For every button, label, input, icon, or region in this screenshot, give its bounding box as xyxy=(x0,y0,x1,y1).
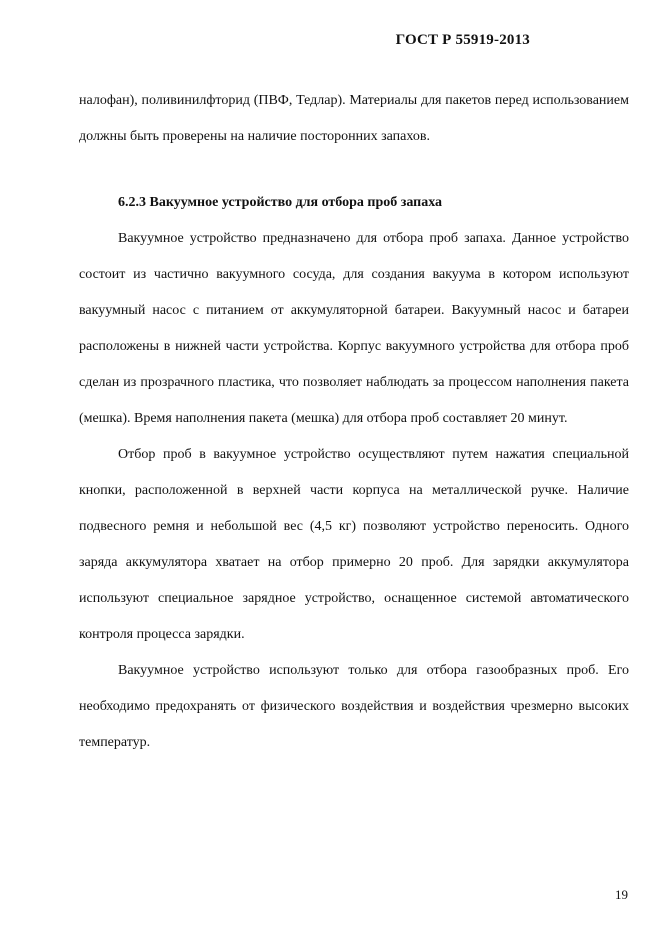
document-header-id: ГОСТ Р 55919-2013 xyxy=(395,32,530,48)
paragraph-continuation: налофан), поливинилфторид (ПВФ, Тедлар). Материалы для пакетов перед использованием должны быть проверены на наличие посторонних запахов. xyxy=(79,93,629,144)
section-title: 6.2.3 Вакуумное устройство для отбора проб запаха xyxy=(118,195,443,210)
page-number: 19 xyxy=(615,887,628,902)
paragraph-sampling-procedure: Отбор проб в вакуумное устройство осуществляют путем нажатия специальной кнопки, расположенной в верхней части корпуса на металлической ручке. Наличие подвесного ремня и небольшой вес (4,5 кг) позволяют устройство переносить. Одного заряда аккумулятора хватает на отбор примерно 20 проб. Для зарядки аккумулятора используют специальное зарядное устройство, оснащенное системой автоматического контроля процесса зарядки. xyxy=(79,447,629,642)
paragraph-device-description: Вакуумное устройство предназначено для отбора проб запаха. Данное устройство состоит из частично вакуумного сосуда, для создания вакуума в котором используют вакуумный насос с питанием от аккумуляторной батареи. Вакуумный насос и батареи расположены в нижней части устройства. Корпус вакуумного устройства для отбора проб сделан из прозрачного пластика, что позволяет наблюдать за процессом наполнения пакета (мешка). Время наполнения пакета (мешка) для отбора проб составляет 20 минут. xyxy=(79,231,629,426)
document-body xyxy=(79,83,629,761)
paragraph-usage-restrictions: Вакуумное устройство используют только для отбора газообразных проб. Его необходимо предохранять от физического воздействия и воздействия чрезмерно высоких температур. xyxy=(79,663,629,750)
